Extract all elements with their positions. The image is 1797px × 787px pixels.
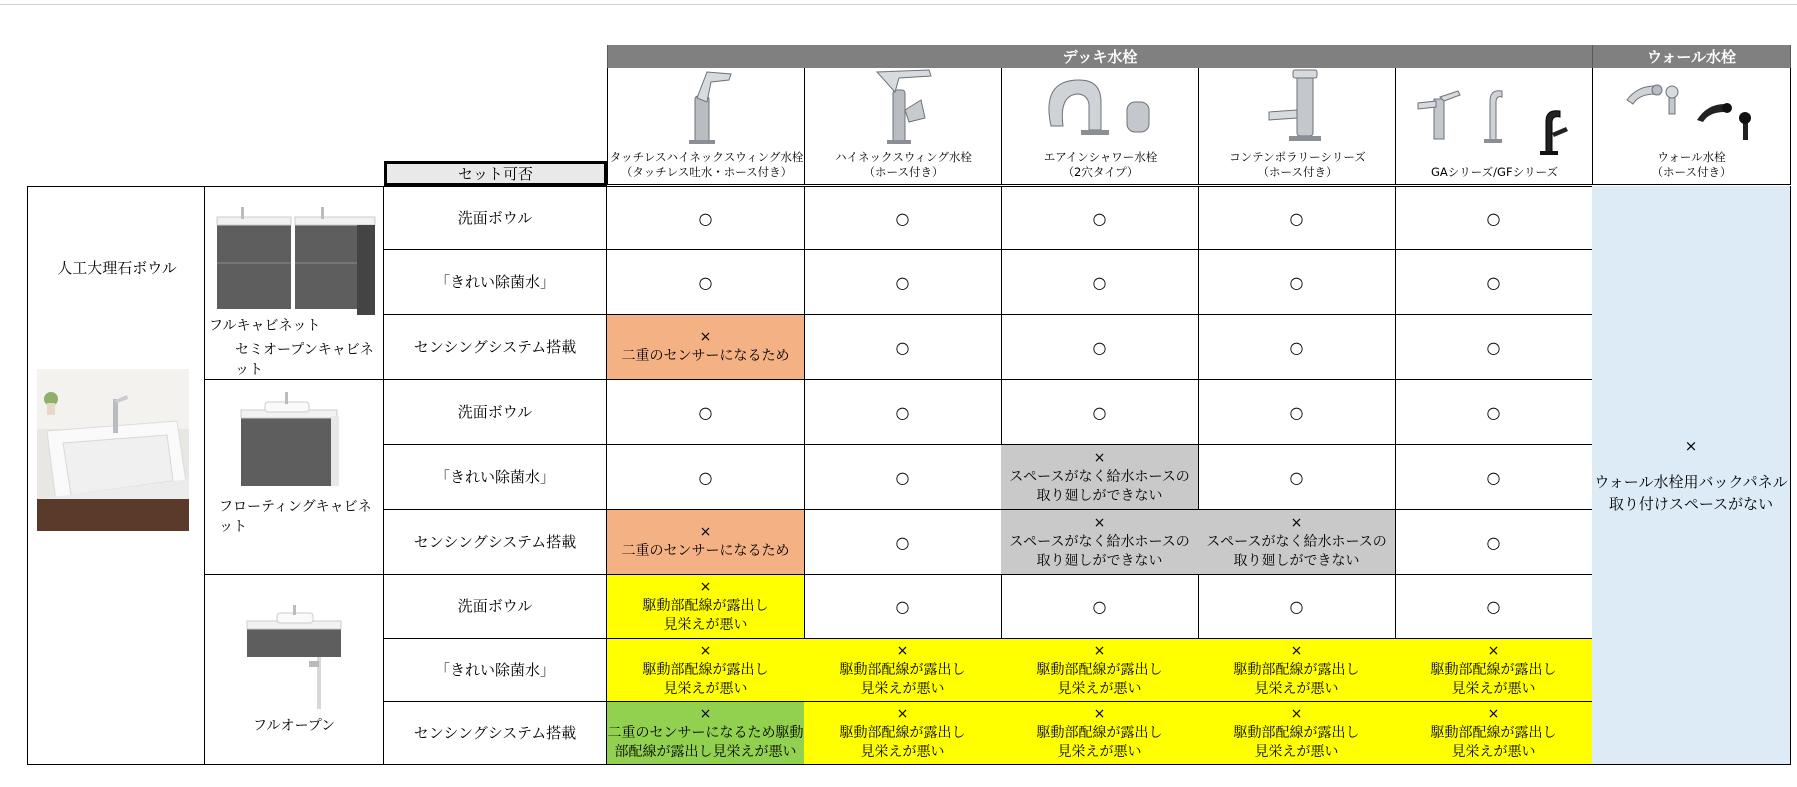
compatibility-reason: 駆動部配線が露出し (1036, 661, 1163, 678)
top-divider (0, 4, 1797, 5)
compatibility-cell (1395, 315, 1593, 380)
compatibility-mark: × (1290, 514, 1303, 531)
compatibility-reason: 二重のセンサーになるため (621, 348, 790, 364)
compatibility-reason: 駆動部配線が露出し (642, 661, 769, 678)
compatibility-reason: 駆動部配線が露出し (642, 598, 769, 614)
compatibility-cell (804, 250, 1002, 315)
wall-faucet-group-header: ウォール水栓 (1592, 45, 1791, 68)
compatibility-mark: × (699, 642, 712, 659)
compatibility-cell (804, 639, 1002, 702)
compatibility-reason: 二重のセンサーになるため (621, 543, 790, 559)
compatibility-mark: × (699, 329, 712, 345)
compatibility-reason: 駆動部配線が露出し (1430, 661, 1557, 678)
product-header-wall-faucet: ウォール水栓 （ホース付き） (1592, 68, 1791, 185)
product-header-ga-gf-series: GAシリーズ/GFシリーズ (1395, 68, 1593, 185)
bowl-type-label: 人工大理石ボウル (57, 259, 177, 277)
compatibility-mark: ○ (1289, 337, 1304, 357)
product-header-airin-shower: エアインシャワー水栓 （2穴タイプ） (1001, 68, 1199, 185)
compatibility-mark: × (896, 705, 909, 722)
compatibility-mark: ○ (895, 208, 910, 228)
compatibility-reason: 部配線が露出し見栄えが悪い (614, 743, 797, 760)
compatibility-mark: ○ (1092, 597, 1107, 616)
compatibility-mark: ○ (1486, 597, 1501, 616)
product-header-contemporary: コンテンポラリーシリーズ （ホース付き） (1198, 68, 1396, 185)
airin-shower-faucet-image (1031, 66, 1171, 144)
compatibility-mark: ○ (1486, 467, 1501, 487)
cabinet-full-open (205, 575, 384, 765)
wall-faucets-image (1617, 66, 1767, 144)
compatibility-cell (1001, 575, 1199, 639)
compatibility-mark: × (1093, 642, 1106, 659)
compatibility-mark: ○ (1289, 272, 1304, 292)
option-row-label: 「きれい除菌水」 (384, 250, 607, 315)
option-row-label: 「きれい除菌水」 (384, 639, 607, 702)
compatibility-mark: × (699, 579, 712, 595)
compatibility-reason: 取り廻しができない (1233, 552, 1360, 569)
compatibility-mark: ○ (1486, 337, 1501, 357)
option-row-label: 洗面ボウル (384, 380, 607, 445)
compatibility-mark: ○ (1092, 272, 1107, 292)
compatibility-mark: ○ (698, 272, 713, 292)
wall-faucet-note (1592, 186, 1791, 765)
compatibility-mark: × (1093, 514, 1106, 531)
compatibility-cell (1198, 380, 1396, 445)
compatibility-mark: ○ (698, 402, 713, 422)
touchless-hinex-faucet-image (652, 66, 762, 144)
compatibility-cell (607, 380, 805, 445)
compatibility-cell (1198, 315, 1396, 380)
compatibility-mark: ○ (1092, 402, 1107, 422)
set-availability-header: セット可否 (384, 161, 607, 186)
compatibility-mark: ○ (1486, 208, 1501, 228)
compatibility-cell (1001, 445, 1199, 510)
compatibility-reason: 見栄えが悪い (663, 617, 748, 633)
compatibility-mark: × (1093, 705, 1106, 722)
compatibility-reason: 駆動部配線が露出し (839, 724, 966, 741)
full-open-cabinet-image (245, 605, 345, 719)
compatibility-cell (1001, 186, 1199, 250)
compatibility-cell (804, 702, 1002, 765)
compatibility-cell (1001, 380, 1199, 445)
ga-gf-faucets-image (1410, 81, 1580, 159)
wall-faucet-note-line2: 取り付けスペースがない (1608, 495, 1774, 513)
compatibility-cell (1395, 445, 1593, 510)
wall-faucet-mark: × (1684, 437, 1698, 455)
compatibility-cell (804, 380, 1002, 445)
compatibility-reason: 駆動部配線が露出し (839, 661, 966, 678)
compatibility-mark: ○ (1289, 208, 1304, 228)
compatibility-mark: ○ (1092, 208, 1107, 228)
bowl-column (27, 186, 205, 765)
compatibility-cell (1395, 250, 1593, 315)
option-row-label: センシングシステム搭載 (384, 702, 607, 765)
compatibility-mark: ○ (895, 467, 910, 487)
compatibility-cell (804, 575, 1002, 639)
compatibility-mark: × (1093, 449, 1106, 466)
product-header-hinex: ハイネックスウィング水栓 （ホース付き） (804, 68, 1002, 185)
compatibility-mark: × (1290, 705, 1303, 722)
compatibility-cell (607, 702, 805, 765)
compatibility-reason: 取り廻しができない (1036, 552, 1163, 569)
wall-faucet-note-line1: ウォール水栓用バックパネル (1594, 473, 1788, 491)
compatibility-cell (1198, 250, 1396, 315)
cabinet-name-full: フルキャビネット (209, 318, 321, 334)
compatibility-cell (1395, 510, 1593, 575)
compatibility-mark: ○ (698, 467, 713, 487)
compatibility-reason: 駆動部配線が露出し (1036, 724, 1163, 741)
compatibility-mark: ○ (895, 402, 910, 422)
contemporary-faucet-image (1243, 66, 1353, 144)
compatibility-mark: ○ (1289, 597, 1304, 616)
option-row-label: 洗面ボウル (384, 575, 607, 639)
cabinet-full-semiopen (205, 186, 384, 380)
compatibility-reason: 見栄えが悪い (860, 743, 945, 760)
compatibility-reason: 見栄えが悪い (1254, 680, 1339, 697)
compatibility-mark: × (699, 524, 712, 540)
compatibility-reason: 駆動部配線が露出し (1233, 661, 1360, 678)
product-header-touchless-hinex: タッチレスハイネックスウィング水栓 （タッチレス吐水・ホース付き） (607, 68, 805, 185)
compatibility-cell (607, 639, 805, 702)
compatibility-mark: × (1290, 642, 1303, 659)
cabinet-floating (205, 380, 384, 575)
compatibility-reason: 見栄えが悪い (1057, 743, 1142, 760)
full-semiopen-cabinet-image (211, 205, 379, 319)
compatibility-cell (607, 186, 805, 250)
compatibility-mark: × (1487, 705, 1500, 722)
compatibility-cell (1395, 639, 1593, 702)
cabinet-name-full-open: フルオープン (253, 718, 336, 734)
compatibility-reason: スペースがなく給水ホースの (1009, 533, 1190, 550)
hinex-faucet-image (849, 66, 959, 144)
compatibility-mark: × (699, 705, 712, 722)
compatibility-mark: × (896, 642, 909, 659)
compatibility-reason: スペースがなく給水ホースの (1206, 533, 1387, 550)
compatibility-reason: スペースがなく給水ホースの (1009, 468, 1190, 485)
compatibility-cell (1001, 510, 1199, 575)
compatibility-mark: ○ (895, 597, 910, 616)
compatibility-cell (804, 510, 1002, 575)
compatibility-cell (607, 445, 805, 510)
compatibility-reason: 見栄えが悪い (1451, 680, 1536, 697)
compatibility-mark: ○ (1486, 402, 1501, 422)
compatibility-reason: 見栄えが悪い (1057, 680, 1142, 697)
compatibility-cell (1198, 445, 1396, 510)
compatibility-cell (1001, 315, 1199, 380)
compatibility-reason: 見栄えが悪い (860, 680, 945, 697)
compatibility-cell (1395, 186, 1593, 250)
cabinet-name-semiopen: セミオープンキャビネット (235, 342, 374, 378)
compatibility-reason: 見栄えが悪い (663, 680, 748, 697)
compatibility-reason: 見栄えが悪い (1254, 743, 1339, 760)
compatibility-cell (1198, 575, 1396, 639)
compatibility-mark: ○ (1486, 532, 1501, 552)
option-row-label: 「きれい除菌水」 (384, 445, 607, 510)
compatibility-cell (804, 186, 1002, 250)
compatibility-mark: × (1487, 642, 1500, 659)
bowl-photo (37, 369, 189, 531)
compatibility-cell (1001, 702, 1199, 765)
compatibility-cell (607, 315, 805, 380)
compatibility-mark: ○ (895, 272, 910, 292)
option-row-label: センシングシステム搭載 (384, 510, 607, 575)
compatibility-mark: ○ (895, 532, 910, 552)
compatibility-mark: ○ (1486, 272, 1501, 292)
compatibility-cell (1395, 380, 1593, 445)
compatibility-cell (804, 445, 1002, 510)
cabinet-name-floating: フローティングキャビネット (219, 499, 372, 535)
compatibility-reason: 駆動部配線が露出し (1233, 724, 1360, 741)
compatibility-mark: ○ (698, 208, 713, 228)
compatibility-cell (1198, 639, 1396, 702)
floating-cabinet-image (235, 392, 345, 496)
compatibility-cell (1001, 639, 1199, 702)
compatibility-cell (1395, 702, 1593, 765)
compatibility-mark: ○ (895, 337, 910, 357)
compatibility-reason: 見栄えが悪い (1451, 743, 1536, 760)
compatibility-reason: 取り廻しができない (1036, 487, 1163, 504)
compatibility-cell (607, 575, 805, 639)
option-row-label: 洗面ボウル (384, 186, 607, 250)
compatibility-reason: 駆動部配線が露出し (1430, 724, 1557, 741)
compatibility-cell (607, 510, 805, 575)
compatibility-cell (804, 315, 1002, 380)
compatibility-mark: ○ (1289, 402, 1304, 422)
compatibility-cell (1001, 250, 1199, 315)
deck-faucet-group-header: デッキ水栓 (607, 45, 1593, 68)
compatibility-cell (607, 250, 805, 315)
compatibility-cell (1198, 702, 1396, 765)
compatibility-mark: ○ (1289, 467, 1304, 487)
compatibility-reason: 二重のセンサーになるため駆動 (607, 724, 804, 741)
compatibility-mark: ○ (1092, 337, 1107, 357)
compatibility-cell (1198, 186, 1396, 250)
compatibility-cell (1395, 575, 1593, 639)
option-row-label: センシングシステム搭載 (384, 315, 607, 380)
compatibility-cell (1198, 510, 1396, 575)
